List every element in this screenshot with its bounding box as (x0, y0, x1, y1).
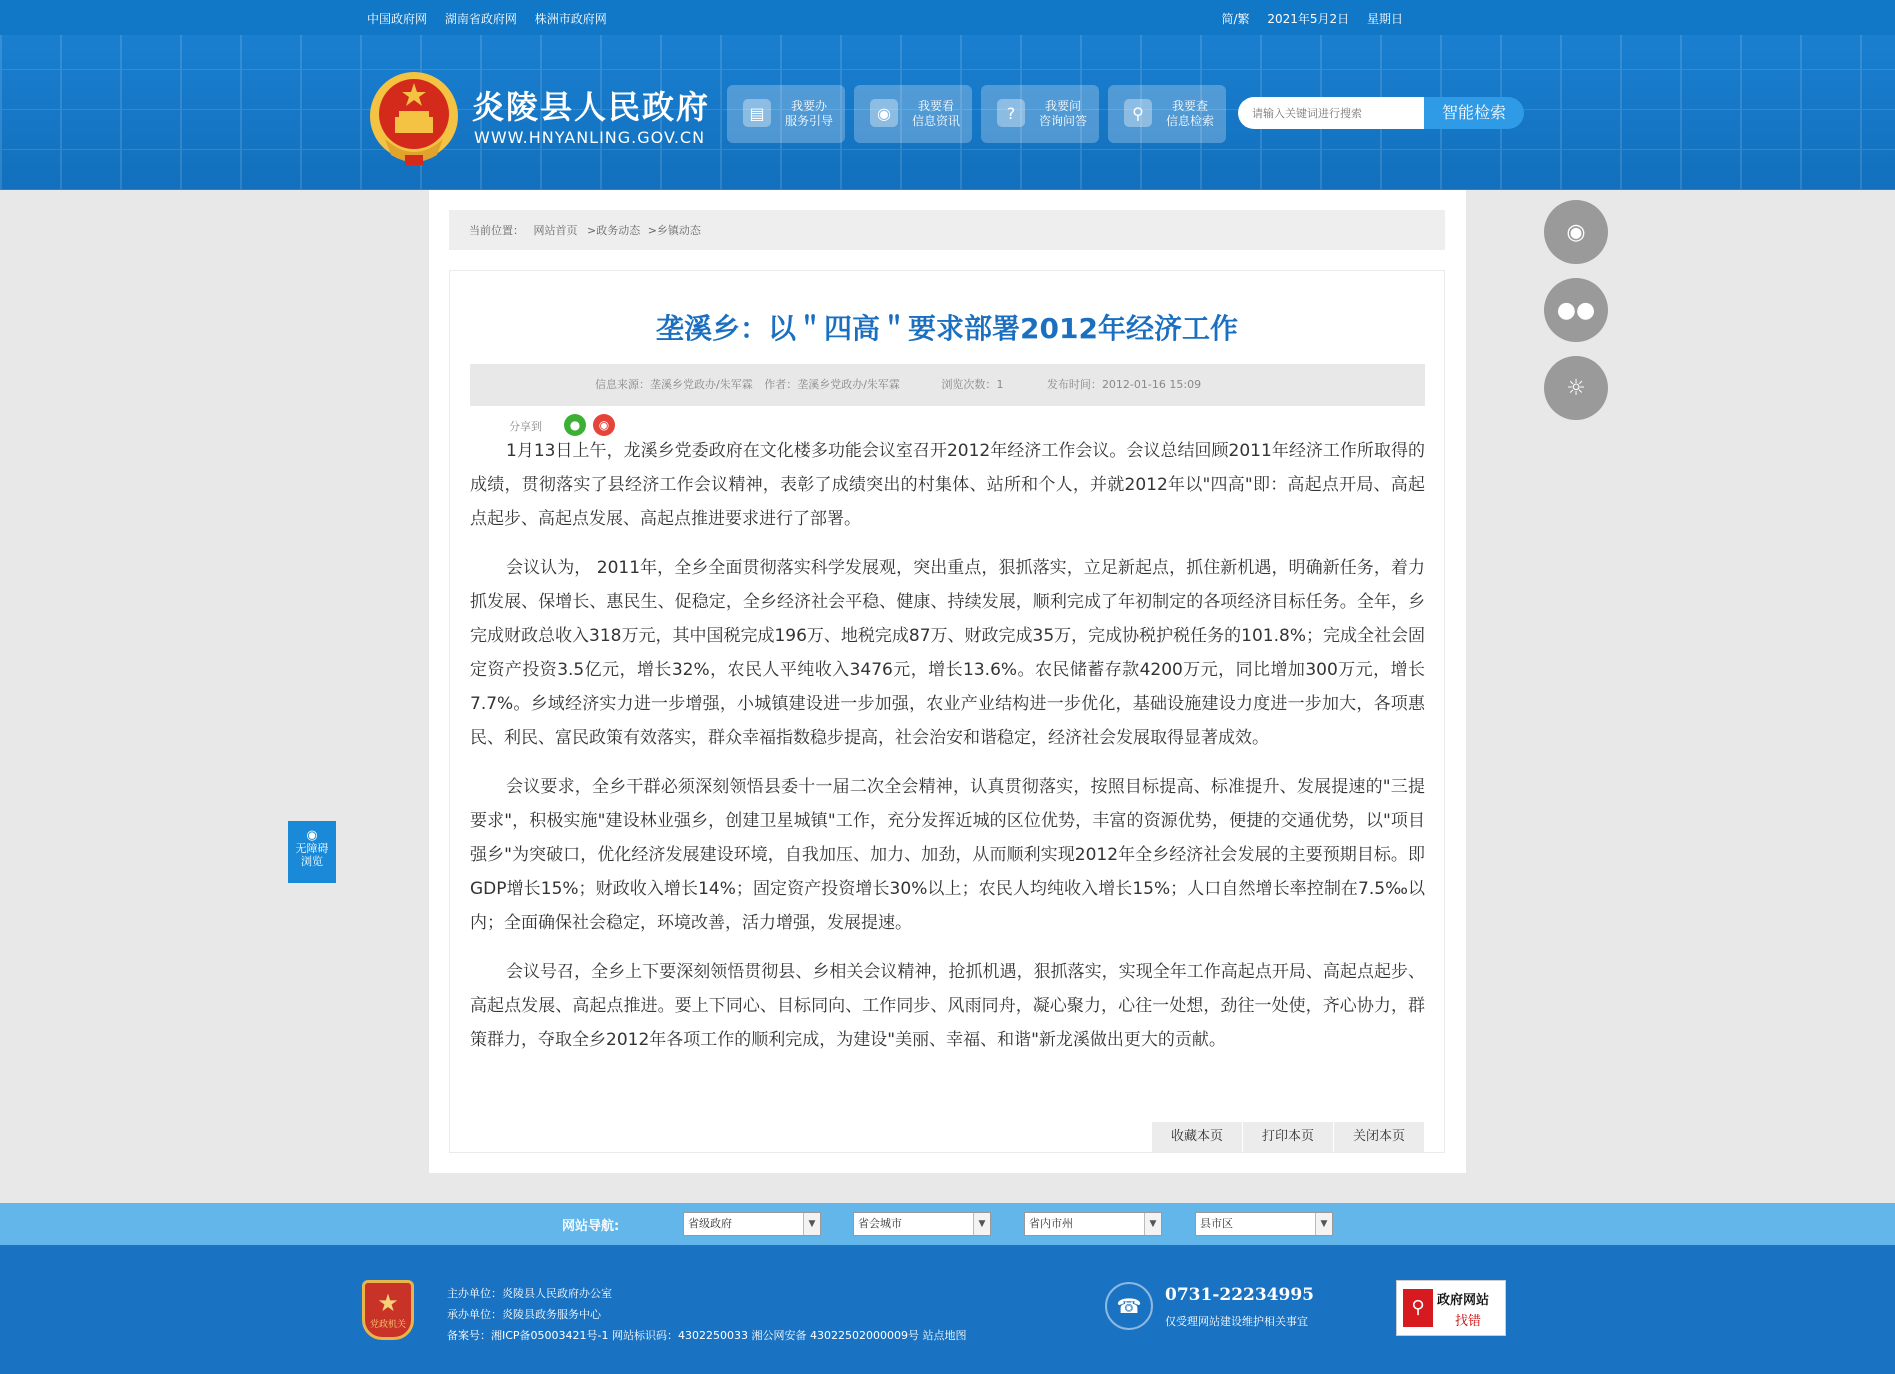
site-header (0, 35, 1895, 190)
footer-organizer: 承办单位：炎陵县政务服务中心 (447, 1308, 601, 1321)
chevron-down-icon: ▼ (803, 1213, 820, 1235)
article-title: 垄溪乡：以＂四高＂要求部署2012年经济工作 (656, 312, 1238, 345)
footer-phone: 0731-22234995 (1165, 1285, 1314, 1305)
breadcrumb-home[interactable]: 网站首页 (533, 224, 578, 237)
link-zhuzhou-gov[interactable]: 株洲市政府网 (534, 12, 607, 26)
nav-label: 我要查 (1172, 99, 1209, 113)
breadcrumb-town-news[interactable]: >乡镇动态 (647, 224, 701, 237)
eye-icon: ◉ (306, 828, 318, 843)
smart-search-button[interactable]: 智能检索 (1424, 97, 1524, 129)
site-nav-label: 网站导航: (562, 1219, 620, 1234)
question-icon: ? (997, 99, 1025, 127)
select-value: 省内市州 (1029, 1217, 1073, 1230)
province-gov-select[interactable] (683, 1212, 821, 1236)
magnifier-icon: ⚲ (1403, 1289, 1433, 1327)
chevron-down-icon: ▼ (973, 1213, 990, 1235)
meta-author: 垄溪乡党政办/朱军霖 (797, 378, 900, 391)
nav-sublabel: 信息检索 (1166, 114, 1215, 128)
nav-sublabel: 信息资讯 (912, 114, 961, 128)
close-page-button[interactable]: 关闭本页 (1334, 1122, 1424, 1152)
nav-search-button[interactable] (1108, 85, 1226, 143)
nav-service-guide-button[interactable] (727, 85, 845, 143)
search-icon: ⚲ (1124, 99, 1152, 127)
phone-icon: ☎ (1105, 1282, 1153, 1330)
article-paragraph: 会议要求，全乡干群必须深刻领悟县委十一届二次全会精神，认真贯彻落实，按照目标提高、标准提升、发展提速的"三提要求"，积极实施"建设林业强乡，创建卫星城镇"工作，充分发挥近城的区位优势，丰富的资源优势，便捷的交通优势，以"项目强乡"为突破口，优化经济发展建设环境，自我加压、加力、加劲，从而顺利实现2012年全乡经济社会发展的主要预期目标。即GDP增长15%；财政收入增长14%；固定资产投资增长30%以上；农民人均纯收入增长15%；人口自然增长率控制在7.5‰以内；全面确保社会稳定，环境改善，活力增强，发展提速。 (470, 777, 1425, 933)
breadcrumb (449, 210, 1445, 250)
logo-emblem-icon: ★ (377, 1289, 399, 1317)
meta-author-label: 作者： (764, 378, 798, 391)
gov-site-error-report-badge[interactable] (1396, 1280, 1506, 1336)
logo-label: 党政机关 (369, 1320, 406, 1330)
bookmark-page-button[interactable]: 收藏本页 (1152, 1122, 1242, 1152)
nav-info-button[interactable] (854, 85, 972, 143)
float-weibo-icon[interactable]: ☼ (1544, 356, 1608, 420)
nav-label: 我要办 (791, 99, 828, 113)
share-label: 分享到 (509, 420, 542, 433)
county-select[interactable] (1195, 1212, 1333, 1236)
chevron-down-icon: ▼ (1315, 1213, 1332, 1235)
breadcrumb-label: 当前位置： (469, 224, 524, 237)
nav-label: 我要看 (918, 99, 955, 113)
footer-phone-note: 仅受理网站建设维护相关事宜 (1165, 1315, 1308, 1328)
city-select[interactable] (1024, 1212, 1162, 1236)
top-links (367, 10, 621, 27)
chevron-down-icon: ▼ (1144, 1213, 1161, 1235)
meta-source: 垄溪乡党政办/朱军霖 (650, 378, 753, 391)
meta-views: 1 (996, 378, 1004, 391)
meta-date: 2012-01-16 15:09 (1101, 378, 1202, 391)
article-meta (470, 364, 1425, 406)
footer-info (447, 1283, 966, 1346)
select-value: 省级政府 (688, 1217, 732, 1230)
site-title[interactable]: 炎陵县人民政府 (472, 88, 711, 126)
link-china-gov[interactable]: 中国政府网 (367, 12, 428, 26)
meta-views-label: 浏览次数： (941, 378, 997, 391)
float-eye-icon[interactable]: ◉ (1544, 200, 1608, 264)
nav-sublabel: 咨询问答 (1039, 114, 1088, 128)
document-icon: ▤ (743, 99, 771, 127)
badge-subtitle: 找错 (1455, 1314, 1482, 1329)
article-body (470, 434, 1425, 1072)
meta-source-label: 信息来源： (595, 378, 650, 391)
accessibility-label: 无障碍 (295, 842, 329, 855)
badge-title: 政府网站 (1437, 1293, 1490, 1308)
site-url: WWW.HNYANLING.GOV.CN (474, 128, 706, 147)
select-value: 省会城市 (858, 1217, 902, 1230)
site-navigation-bar (0, 1203, 1895, 1245)
article-paragraph: 1月13日上午，龙溪乡党委政府在文化楼多功能会议室召开2012年经济工作会议。会议总结回顾2011年经济工作所取得的成绩，贯彻落实了县经济工作会议精神，表彰了成绩突出的村集体、站所和个人，并就2012年以"四高"即：高起点开局、高起点起步、高起点发展、高起点推进要求进行了部署。 (470, 441, 1425, 529)
current-date: 2021年5月2日 (1267, 12, 1350, 26)
accessibility-button[interactable] (288, 821, 336, 883)
wechat-share-icon[interactable]: ● (564, 414, 586, 436)
top-right (1207, 10, 1403, 27)
nav-qa-button[interactable] (981, 85, 1099, 143)
eye-icon: ◉ (870, 99, 898, 127)
current-weekday: 星期日 (1366, 12, 1403, 26)
footer-record[interactable]: 备案号：湘ICP备05003421号-1 网站标识码：4302250033 湘公网安备 43022502000009号 站点地图 (447, 1329, 967, 1342)
search-input[interactable] (1238, 97, 1424, 129)
breadcrumb-news[interactable]: >政务动态 (587, 224, 641, 237)
meta-date-label: 发布时间： (1046, 378, 1102, 391)
weibo-share-icon[interactable]: ◉ (593, 414, 615, 436)
select-value: 县市区 (1200, 1217, 1233, 1230)
accessibility-sublabel: 浏览 (301, 855, 323, 868)
print-page-button[interactable]: 打印本页 (1243, 1122, 1333, 1152)
site-footer (0, 1245, 1895, 1374)
top-bar (0, 0, 1895, 35)
link-hunan-gov[interactable]: 湖南省政府网 (444, 12, 517, 26)
article-paragraph: 会议认为， 2011年，全乡全面贯彻落实科学发展观，突出重点，狠抓落实，立足新起点，抓住新机遇，明确新任务，着力抓发展、保增长、惠民生、促稳定，全乡经济社会平稳、健康、持续发展，顺利完成了年初制定的各项经济目标任务。全年，乡完成财政总收入318万元，其中国税完成196万、地税完成87万、财政完成35万，完成协税护税任务的101.8%；完成全社会固定资产投资3.5亿元，增长32%，农民人平纯收入3476元，增长13.6%。农民储蓄存款4200万元，同比增加300万元，增长7.7%。乡域经济实力进一步增强，小城镇建设进一步加强，农业产业结构进一步优化，基础设施建设力度进一步加大，各项惠民、利民、富民政策有效落实，群众幸福指数稳步提高，社会治安和谐稳定，经济社会发展取得显著成效。 (470, 558, 1425, 748)
party-gov-logo[interactable] (362, 1280, 414, 1340)
footer-sponsor: 主办单位：炎陵县人民政府办公室 (447, 1287, 612, 1300)
nav-label: 我要问 (1045, 99, 1082, 113)
nav-sublabel: 服务引导 (785, 114, 834, 128)
language-toggle[interactable]: 简/繁 (1221, 12, 1250, 26)
float-wechat-icon[interactable]: ●● (1544, 278, 1608, 342)
article-paragraph: 会议号召，全乡上下要深刻领悟贯彻县、乡相关会议精神，抢抓机遇，狠抓落实，实现全年工作高起点开局、高起点起步、高起点发展、高起点推进。要上下同心、目标同向、工作同步、风雨同舟，凝心聚力，心往一处想，劲往一处使，齐心协力，群策群力，夺取全乡2012年各项工作的顺利完成，为建设"美丽、幸福、和谐"新龙溪做出更大的贡献。 (470, 962, 1425, 1050)
national-emblem-icon[interactable] (367, 69, 461, 169)
capital-city-select[interactable] (853, 1212, 991, 1236)
